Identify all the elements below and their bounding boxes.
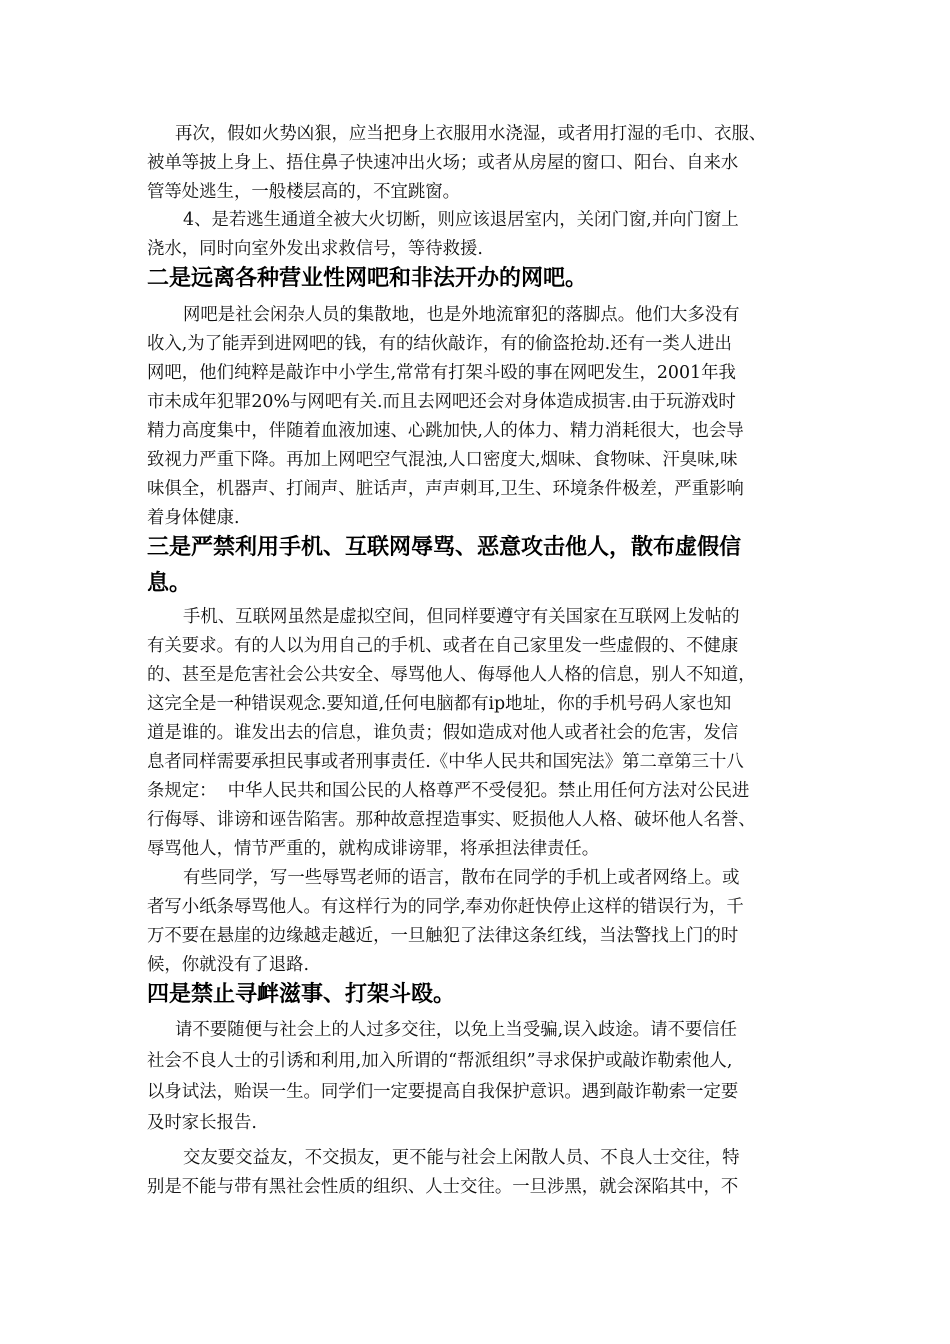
paragraph-line: 浇水，同时向室外发出求救信号，等待救援.	[147, 239, 483, 259]
paragraph-line: 交友要交益友，不交损友，更不能与社会上闲散人员、不良人士交往，特	[183, 1148, 740, 1168]
paragraph-line: 着身体健康.	[147, 508, 240, 528]
paragraph-line: 候，你就没有了退路.	[147, 955, 310, 975]
paragraph-line: 收入,为了能弄到进网吧的钱，有的结伙敲诈，有的偷盗抢劫.还有一类人进出	[147, 334, 732, 354]
paragraph-line: 息者同样需要承担民事或者刑事责任.《中华人民共和国宪法》第二章第三十八	[147, 752, 744, 772]
paragraph-line: 条规定： 中华人民共和国公民的人格尊严不受侵犯。禁止用任何方法对公民进	[147, 781, 750, 801]
section-heading: 三是严禁利用手机、互联网辱骂、恶意攻击他人，散布虚假信	[147, 535, 742, 560]
paragraph-line: 及时家长报告.	[147, 1113, 257, 1133]
paragraph-line: 有关要求。有的人以为用自己的手机、或者在自己家里发一些虚假的、不健康	[147, 636, 739, 656]
paragraph-line: 行侮辱、诽谤和诬告陷害。那种故意捏造事实、贬损他人人格、破坏他人名誉、	[147, 810, 756, 830]
paragraph-line: 再次，假如火势凶狠，应当把身上衣服用水浇湿，或者用打湿的毛巾、衣服、	[175, 124, 767, 144]
paragraph-line: 网吧是社会闲杂人员的集散地，也是外地流窜犯的落脚点。他们大多没有	[183, 305, 740, 325]
paragraph-line: 市未成年犯罪20%与网吧有关.而且去网吧还会对身体造成损害.由于玩游戏时	[147, 392, 736, 412]
paragraph-line: 被单等披上身上、捂住鼻子快速冲出火场；或者从房屋的窗口、阳台、自来水	[147, 153, 739, 173]
section-heading: 二是远离各种营业性网吧和非法开办的网吧。	[147, 266, 588, 291]
paragraph-line: 社会不良人士的引诱和利用,加入所谓的“帮派组织”寻求保护或敲诈勒索他人,	[147, 1051, 733, 1071]
paragraph-line: 管等处逃生，一般楼层高的，不宜跳窗。	[147, 182, 461, 202]
paragraph-line: 别是不能与带有黑社会性质的组织、人士交往。一旦涉黑，就会深陷其中，不	[147, 1177, 739, 1197]
paragraph-line: 致视力严重下降。再加上网吧空气混浊,人口密度大,烟味、食物味、汗臭味,味	[147, 450, 738, 470]
paragraph-line: 4、是若逃生通道全被大火切断，则应该退居室内，关闭门窗,并向门窗上	[183, 210, 739, 230]
paragraph-line: 的、甚至是危害社会公共安全、辱骂他人、侮辱他人人格的信息，别人不知道，	[147, 665, 756, 685]
section-heading: 息。	[147, 571, 192, 596]
paragraph-line: 网吧，他们纯粹是敲诈中小学生,常常有打架斗殴的事在网吧发生，2001年我	[147, 363, 736, 383]
paragraph-line: 有些同学，写一些辱骂老师的语言，散布在同学的手机上或者网络上。或	[183, 868, 740, 888]
paragraph-line: 道是谁的。谁发出去的信息，谁负责；假如造成对他人或者社会的危害，发信	[147, 723, 739, 743]
section-heading: 四是禁止寻衅滋事、打架斗殴。	[147, 982, 456, 1007]
paragraph-line: 者写小纸条辱骂他人。有这样行为的同学,奉劝你赶快停止这样的错误行为，千	[147, 897, 744, 917]
paragraph-line: 以身试法，贻误一生。同学们一定要提高自我保护意识。遇到敲诈勒索一定要	[147, 1082, 739, 1102]
paragraph-line: 这完全是一种错误观念.要知道,任何电脑都有ip地址，你的手机号码人家也知	[147, 694, 732, 714]
paragraph-line: 味俱全，机器声、打闹声、脏话声，声声刺耳,卫生、环境条件极差，严重影响	[147, 479, 744, 499]
paragraph-line: 精力高度集中，伴随着血液加速、心跳加快,人的体力、精力消耗很大，也会导	[147, 421, 744, 441]
paragraph-line: 万不要在悬崖的边缘越走越近，一旦触犯了法律这条红线，当法警找上门的时	[147, 926, 739, 946]
paragraph-line: 手机、互联网虽然是虚拟空间，但同样要遵守有关国家在互联网上发帖的	[183, 607, 740, 627]
paragraph-line: 辱骂他人，情节严重的，就构成诽谤罪，将承担法律责任。	[147, 839, 600, 859]
paragraph-line: 请不要随便与社会上的人过多交往，以免上当受骗,误入歧途。请不要信任	[175, 1020, 738, 1040]
